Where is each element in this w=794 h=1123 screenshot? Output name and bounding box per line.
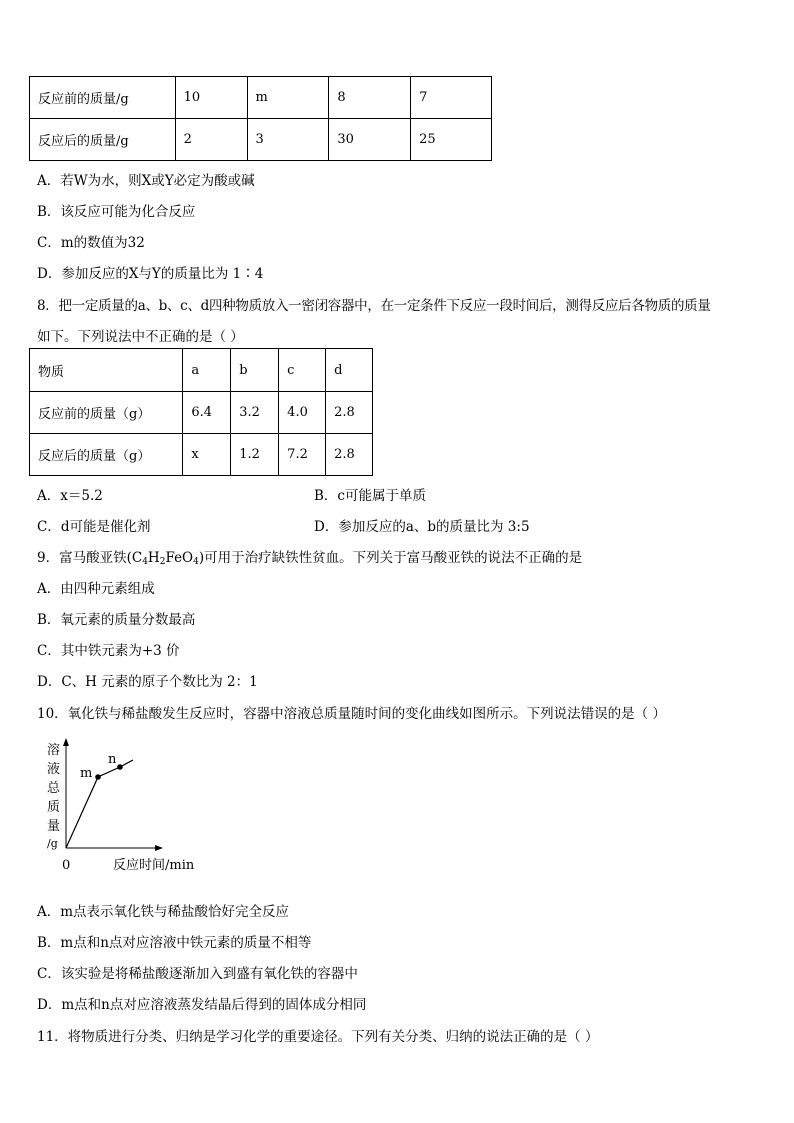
table-cell: 2.8 <box>326 434 373 476</box>
point-m-marker <box>95 774 101 780</box>
q9-option-c: C．其中铁元素为+3 价 <box>37 643 180 659</box>
table-row <box>30 434 373 476</box>
y-axis-label-char: 质 <box>47 800 61 815</box>
y-axis-label-char: 总 <box>47 781 61 796</box>
q10-stem: 10．氧化铁与稀盐酸发生反应时，容器中溶液总质量随时间的变化曲线如图所示。下列说法错误的是（ ） <box>37 706 666 722</box>
x-axis-arrow <box>155 845 163 851</box>
table-cell: 10 <box>175 77 247 119</box>
table-cell: x <box>183 434 231 476</box>
y-axis-label-char: 量 <box>47 819 61 834</box>
q8-stem-line2: 如下。下列说法中不正确的是（ ） <box>37 329 244 345</box>
q7-data-table <box>29 76 492 161</box>
point-n-label: n <box>108 752 117 767</box>
table-row <box>30 392 373 434</box>
q8-option-c: C．d可能是催化剂 <box>37 519 151 535</box>
table-cell: 3 <box>247 119 329 161</box>
table-cell: 7.2 <box>279 434 326 476</box>
q8-option-d: D．参加反应的a、b的质量比为 3:5 <box>314 519 530 535</box>
formula-part: H <box>147 550 160 566</box>
y-axis-arrow <box>63 738 69 746</box>
table-cell: 30 <box>329 119 411 161</box>
y-axis-label-char: 液 <box>47 762 61 777</box>
table-row <box>30 77 492 119</box>
q8-option-a: A．x＝5.2 <box>37 488 103 504</box>
q11-stem: 11．将物质进行分类、归纳是学习化学的重要途径。下列有关分类、归纳的说法正确的是（ ） <box>37 1029 599 1045</box>
table-row <box>30 349 373 392</box>
table-cell: 2.8 <box>326 392 373 434</box>
y-axis-label-char: 溶 <box>47 743 61 758</box>
formula-subscript: 4 <box>193 557 199 567</box>
table-row <box>30 119 492 161</box>
table-cell: c <box>279 349 326 392</box>
q7-option-c: C．m的数值为32 <box>37 235 145 251</box>
formula-subscript: 2 <box>159 557 166 567</box>
table-cell: 4.0 <box>279 392 326 434</box>
table-cell: m <box>247 77 329 119</box>
x-axis-label: 反应时间/min <box>113 858 195 873</box>
table-cell: 反应后的质量/g <box>30 119 176 161</box>
q7-option-d: D．参加反应的X与Y的质量比为 1∶4 <box>37 266 264 282</box>
q9-option-b: B．氧元素的质量分数最高 <box>37 612 196 628</box>
q7-option-a: A．若W为水，则X或Y必定为酸或碱 <box>37 173 255 189</box>
q9-stem-pre: 9．富马酸亚铁(C <box>37 550 143 566</box>
q9-stem <box>37 546 582 566</box>
table-cell: 6.4 <box>183 392 231 434</box>
table-cell: 反应后的质量（g） <box>30 434 183 476</box>
q10-graph <box>40 735 210 875</box>
q10-option-d: D．m点和n点对应溶液蒸发结晶后得到的固体成分相同 <box>37 997 367 1013</box>
formula-part: FeO <box>165 550 194 566</box>
table-cell: 物质 <box>30 349 183 392</box>
point-n-marker <box>117 764 123 770</box>
table-cell: 1.2 <box>231 434 279 476</box>
y-axis-label-char: /g <box>47 837 58 850</box>
q10-option-b: B．m点和n点对应溶液中铁元素的质量不相等 <box>37 935 312 951</box>
q10-option-c: C．该实验是将稀盐酸逐渐加入到盛有氧化铁的容器中 <box>37 966 358 982</box>
q8-data-table <box>29 348 373 476</box>
table-cell: 反应前的质量/g <box>30 77 176 119</box>
table-cell: 反应前的质量（g） <box>30 392 183 434</box>
origin-label: 0 <box>62 858 71 873</box>
table-cell: 25 <box>411 119 492 161</box>
q7-option-b: B．该反应可能为化合反应 <box>37 204 196 220</box>
table-cell: 2 <box>175 119 247 161</box>
table-cell: 7 <box>411 77 492 119</box>
q8-option-b: B．c可能属于单质 <box>314 488 426 504</box>
formula-subscript: 4 <box>142 557 148 567</box>
table-cell: b <box>231 349 279 392</box>
q9-option-d: D．C、H 元素的原子个数比为 2：1 <box>37 674 258 690</box>
q8-stem-line1: 8．把一定质量的a、b、c、d四种物质放入一密闭容器中，在一定条件下反应一段时间后，测得反应后各物质的质量 <box>37 298 711 314</box>
table-cell: d <box>326 349 373 392</box>
table-cell: a <box>183 349 231 392</box>
q10-option-a: A．m点表示氧化铁与稀盐酸恰好完全反应 <box>37 904 290 920</box>
q9-option-a: A．由四种元素组成 <box>37 581 155 597</box>
table-cell: 3.2 <box>231 392 279 434</box>
mass-curve <box>66 760 133 848</box>
point-m-label: m <box>80 766 93 781</box>
q9-stem-post: )可用于治疗缺铁性贫血。下列关于富马酸亚铁的说法不正确的是 <box>198 550 583 566</box>
table-cell: 8 <box>329 77 411 119</box>
